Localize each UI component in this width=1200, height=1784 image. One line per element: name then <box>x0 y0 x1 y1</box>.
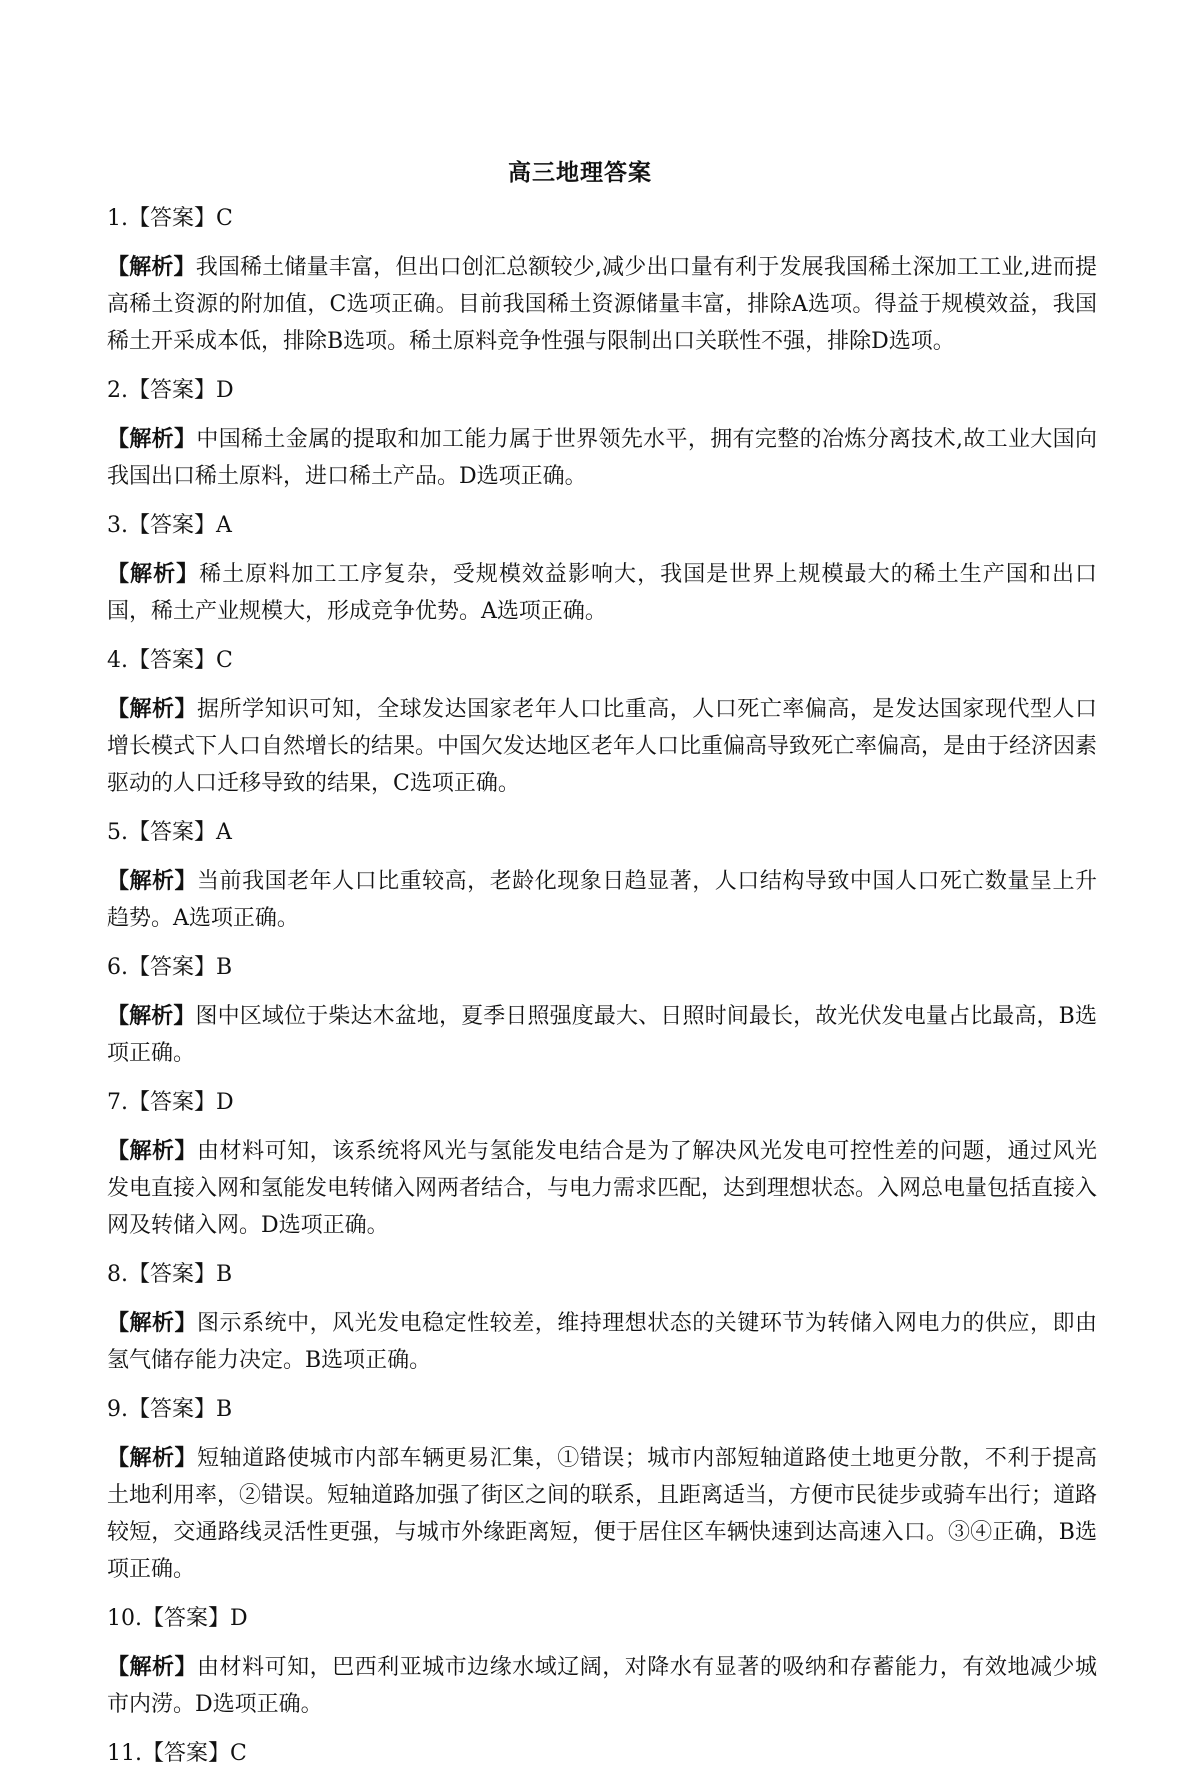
answer-item-1 <box>107 200 1097 360</box>
analysis-paragraph <box>107 1649 1097 1723</box>
analysis-label: 【解析】 <box>107 1004 196 1029</box>
analysis-text: 由材料可知，该系统将风光与氢能发电结合是为了解决风光发电可控性差的问题，通过风光发电直接入网和氢能发电转储入网两者结合，与电力需求匹配，达到理想状态。入网总电量包括直接入网及转储入网。D选项正确。 <box>107 1139 1098 1238</box>
analysis-label: 【解析】 <box>107 869 198 894</box>
analysis-label: 【解析】 <box>107 1311 198 1336</box>
answer-item-9 <box>107 1391 1097 1588</box>
analysis-paragraph <box>107 1440 1097 1588</box>
analysis-text: 据所学知识可知，全球发达国家老年人口比重高，人口死亡率偏高，是发达国家现代型人口增长模式下人口自然增长的结果。中国欠发达地区老年人口比重偏高导致死亡率偏高，是由于经济因素驱动的人口迁移导致的结果，C选项正确。 <box>107 697 1098 796</box>
answer-item-3 <box>107 507 1097 630</box>
answer-line: 8.【答案】B <box>107 1262 233 1287</box>
analysis-label: 【解析】 <box>107 427 197 452</box>
analysis-paragraph <box>107 691 1097 802</box>
analysis-label: 【解析】 <box>107 562 200 587</box>
answer-line: 1.【答案】C <box>107 206 233 231</box>
answer-line: 5.【答案】A <box>107 820 232 845</box>
answer-line: 6.【答案】B <box>107 955 233 980</box>
analysis-label: 【解析】 <box>107 255 196 280</box>
analysis-paragraph <box>107 998 1097 1072</box>
answer-item-10 <box>107 1600 1097 1723</box>
answer-line: 11.【答案】C <box>107 1741 247 1766</box>
analysis-paragraph <box>107 249 1097 360</box>
answer-item-7 <box>107 1084 1097 1244</box>
analysis-label: 【解析】 <box>107 1446 198 1471</box>
answer-item-8 <box>107 1256 1097 1379</box>
answer-line: 4.【答案】C <box>107 648 233 673</box>
analysis-text: 图示系统中，风光发电稳定性较差，维持理想状态的关键环节为转储入网电力的供应，即由氢气储存能力决定。B选项正确。 <box>107 1311 1097 1373</box>
answer-list <box>107 200 1097 1784</box>
answer-line: 3.【答案】A <box>107 513 232 538</box>
analysis-label: 【解析】 <box>107 697 198 722</box>
analysis-text: 短轴道路使城市内部车辆更易汇集，①错误；城市内部短轴道路使土地更分散，不利于提高土地利用率，②错误。短轴道路加强了街区之间的联系，且距离适当，方便市民徒步或骑车出行；道路较短，交通路线灵活性更强，与城市外缘距离短，便于居住区车辆快速到达高速入口。③④正确，B选项正确。 <box>107 1446 1098 1582</box>
answer-line: 2.【答案】D <box>107 378 234 403</box>
answer-line: 9.【答案】B <box>107 1397 233 1422</box>
analysis-text: 当前我国老年人口比重较高，老龄化现象日趋显著，人口结构导致中国人口死亡数量呈上升趋势。A选项正确。 <box>107 869 1097 931</box>
answer-item-2 <box>107 372 1097 495</box>
analysis-paragraph <box>107 1133 1097 1244</box>
answer-item-6 <box>107 949 1097 1072</box>
analysis-text: 由材料可知，巴西利亚城市边缘水域辽阔，对降水有显著的吸纳和存蓄能力，有效地减少城市内涝。D选项正确。 <box>107 1655 1097 1717</box>
answer-item-11 <box>107 1735 1097 1772</box>
analysis-label: 【解析】 <box>107 1139 198 1164</box>
answer-line: 7.【答案】D <box>107 1090 234 1115</box>
analysis-paragraph <box>107 1305 1097 1379</box>
answer-item-4 <box>107 642 1097 802</box>
analysis-text: 中国稀土金属的提取和加工能力属于世界领先水平，拥有完整的冶炼分离技术,故工业大国向我国出口稀土原料，进口稀土产品。D选项正确。 <box>107 427 1097 489</box>
analysis-text: 我国稀土储量丰富，但出口创汇总额较少,减少出口量有利于发展我国稀土深加工工业,进而提高稀土资源的附加值，C选项正确。目前我国稀土资源储量丰富，排除A选项。得益于规模效益，我国稀土开采成本低，排除B选项。稀土原料竞争性强与限制出口关联性不强，排除D选项。 <box>107 255 1097 354</box>
analysis-paragraph <box>107 556 1097 630</box>
analysis-paragraph <box>107 863 1097 937</box>
analysis-text: 图中区域位于柴达木盆地，夏季日照强度最大、日照时间最长，故光伏发电量占比最高，B选项正确。 <box>107 1004 1097 1066</box>
answer-item-5 <box>107 814 1097 937</box>
answer-line: 10.【答案】D <box>107 1606 248 1631</box>
analysis-text: 稀土原料加工工序复杂，受规模效益影响大，我国是世界上规模最大的稀土生产国和出口国，稀土产业规模大，形成竞争优势。A选项正确。 <box>107 562 1097 624</box>
analysis-paragraph <box>107 421 1097 495</box>
page-title: 高三地理答案 <box>508 160 652 186</box>
analysis-label: 【解析】 <box>107 1655 198 1680</box>
